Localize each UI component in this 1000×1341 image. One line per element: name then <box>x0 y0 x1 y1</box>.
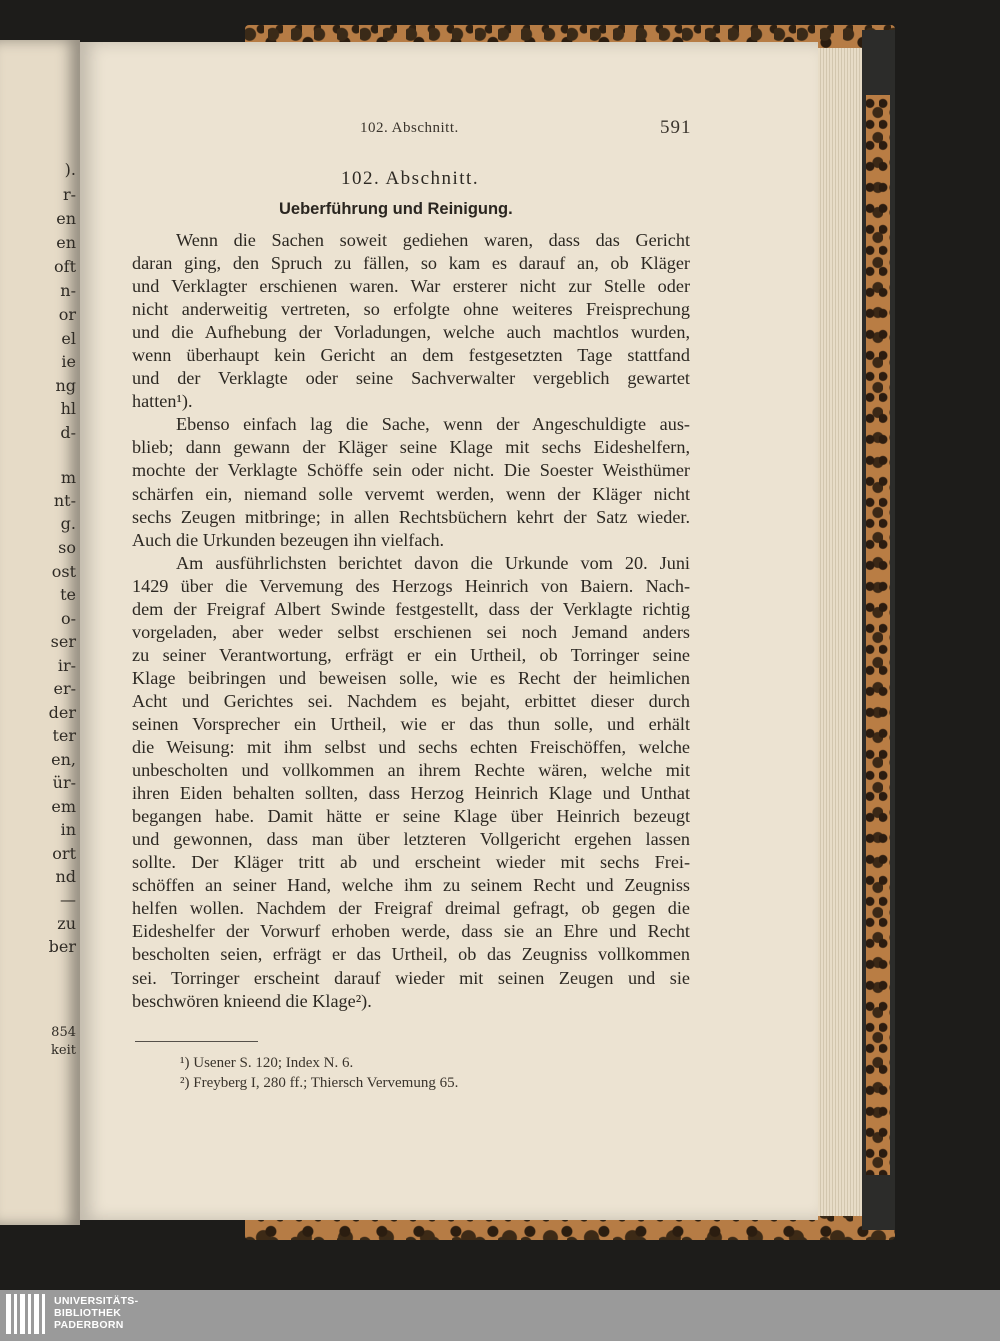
text-line: Auch die Urkunden bezeugen ihn vielfach. <box>132 529 445 550</box>
text-line: Eideshelfer der Vorwurf erhoben werde, dass sie an Ehre und Recht <box>132 921 690 942</box>
previous-page-fragment <box>0 40 80 1225</box>
text-line: 1429 über die Vervemung des Herzogs Heinrich von Baiern. Nach- <box>132 575 690 596</box>
previous-page-line: ter <box>52 726 76 745</box>
text-line: mochte der Verklagte Schöffe sein oder nicht. Die Soester Weisthümer <box>132 460 690 481</box>
previous-page-line: en, <box>51 750 76 769</box>
text-line: Wenn die Sachen soweit gediehen waren, dass das Gericht <box>176 230 690 250</box>
previous-page-line: em <box>51 797 76 816</box>
previous-page-line: so <box>58 538 76 557</box>
text-line: daran ging, den Spruch zu fällen, so kam es darauf an, ob Kläger <box>132 253 690 274</box>
text-line: ihren Eiden behalten sollten, dass Herzog Heinrich Klage und Unthat <box>132 783 690 804</box>
text-line: schärfen ein, niemand solle vervemt werden, wenn der Kläger nicht <box>132 483 690 504</box>
library-name-line-3: PADERBORN <box>54 1319 124 1331</box>
library-name <box>54 1295 138 1331</box>
text-line: und der Verklagte oder seine Sachverwalter vergeblich gewartet <box>132 368 690 389</box>
text-line: vorgeladen, aber weder selbst erschienen sei noch Jemand anders <box>132 621 690 642</box>
text-line: dem der Freigraf Albert Swinde festgestellt, dass der Verklagte richtig <box>132 598 690 619</box>
section-heading: 102. Abschnitt. <box>341 168 480 189</box>
previous-page-line: ). <box>64 160 76 179</box>
text-line: Ebenso einfach lag die Sache, wenn der Angeschuldigte aus- <box>176 414 690 435</box>
marbled-edge <box>866 95 890 1175</box>
previous-page-line: in <box>60 820 76 839</box>
previous-page-line: d- <box>60 423 76 442</box>
previous-page-line: en <box>56 233 76 252</box>
previous-page-line: nt- <box>53 491 76 510</box>
previous-page-line: o- <box>60 609 76 628</box>
previous-page-line: r- <box>62 185 76 204</box>
previous-page-line: keit <box>51 1043 76 1058</box>
library-name-line-2: BIBLIOTHEK <box>54 1307 122 1319</box>
body-text <box>132 229 690 1013</box>
previous-page-line: ort <box>52 844 76 863</box>
previous-page-line: or <box>58 305 76 324</box>
previous-page-line: ost <box>51 562 76 581</box>
text-line: sechs Zeugen mitbringe; in allen Rechtsbüchern kehrt der Satz wieder. <box>132 506 690 527</box>
previous-page-line: g. <box>60 514 76 533</box>
previous-page-line: ber <box>48 937 76 956</box>
previous-page-line: 854 <box>51 1025 76 1040</box>
previous-page-line: — <box>60 890 76 909</box>
text-line: die Weisung: mit ihm selbst und sechs echten Freischöffen, welche <box>132 737 690 758</box>
previous-page-line: el <box>61 329 76 348</box>
text-line: Acht und Gerichtes sei. Nachdem es bejaht, erbittet dieser durch <box>132 690 690 711</box>
section-subtitle: Ueberführung und Reinigung. <box>279 200 513 218</box>
previous-page-line: ir- <box>57 656 76 675</box>
previous-page-line: m <box>60 468 76 487</box>
text-line: schöffen an seiner Hand, welche ihm zu seinem Recht und Zeugniss <box>132 875 690 896</box>
previous-page-line: oft <box>54 257 76 276</box>
previous-page-line: ng <box>55 376 76 395</box>
text-line: sollte. Der Kläger tritt ab und erscheint wieder mit sechs Frei- <box>132 852 690 873</box>
text-line: sei. Torringer erscheint darauf wieder mit seinen Zeugen und sie <box>132 967 690 988</box>
previous-page-line: ür- <box>52 773 76 792</box>
page-number: 591 <box>660 117 692 138</box>
text-line: blieb; dann gewann der Kläger seine Klage mit sechs Eideshelfern, <box>132 437 690 458</box>
page-edges <box>818 48 862 1216</box>
text-line: bescholten seien, erfrägt er das Urtheil, ob das Zeugniss vollkommen <box>132 944 690 965</box>
previous-page-line: der <box>48 703 76 722</box>
previous-page-line: er- <box>53 679 76 698</box>
text-line: begangen habe. Damit hätte er seine Klage über Heinrich bezeugt <box>132 806 690 827</box>
previous-page-line: hl <box>60 399 76 418</box>
text-line: wenn überhaupt kein Gericht an dem festgesetzten Tage stattfand <box>132 345 690 366</box>
text-line: seinen Vorsprecher ein Urtheil, wie er das thun solle, und erhält <box>132 713 690 734</box>
text-line: unbescholten und vollkommen an ihrem Rechte wären, welche mit <box>132 760 690 781</box>
previous-page-line: te <box>60 585 76 604</box>
footnote-2: ²) Freyberg I, 280 ff.; Thiersch Vervemung 65. <box>180 1075 459 1091</box>
text-line: Klage beibringen und beweisen solle, wie es Recht der heimlichen <box>132 667 690 688</box>
text-line: zu seiner Verantwortung, erfrägt er ein Urtheil, ob Torringer seine <box>132 644 690 665</box>
library-logo-icon <box>6 1292 46 1338</box>
previous-page-line: ie <box>61 352 76 371</box>
previous-page-line: ser <box>50 632 76 651</box>
text-line: und gewonnen, dass man über letzteren Vollgericht ergehen lassen <box>132 829 690 850</box>
footnote-rule <box>135 1041 258 1042</box>
text-line: beschwören knieend die Klage²). <box>132 990 372 1011</box>
text-line: und die Aufhebung der Vorladungen, welche auch machtlos wurden, <box>132 322 690 343</box>
library-footer <box>0 1290 1000 1341</box>
library-name-line-1: UNIVERSITÄTS- <box>54 1295 139 1307</box>
previous-page-line: n- <box>60 281 76 300</box>
text-line: helfen wollen. Nachdem der Freigraf dreimal gefragt, ob gegen die <box>132 898 690 919</box>
text-line: hatten¹). <box>132 391 193 412</box>
previous-page-line: nd <box>55 867 76 886</box>
previous-page-line: en <box>56 209 76 228</box>
footnote-1: ¹) Usener S. 120; Index N. 6. <box>180 1055 354 1071</box>
previous-page-line: zu <box>57 914 76 933</box>
text-line: Am ausführlichsten berichtet davon die Urkunde vom 20. Juni <box>176 552 690 573</box>
footnotes <box>180 1053 458 1093</box>
running-head: 102. Abschnitt. <box>360 120 459 136</box>
text-line: nicht anderweitig vertreten, so erfolgte ohne weiteres Freisprechung <box>132 299 690 320</box>
text-line: und Verklagter erschienen waren. War ersterer nicht zur Stelle oder <box>132 276 690 297</box>
